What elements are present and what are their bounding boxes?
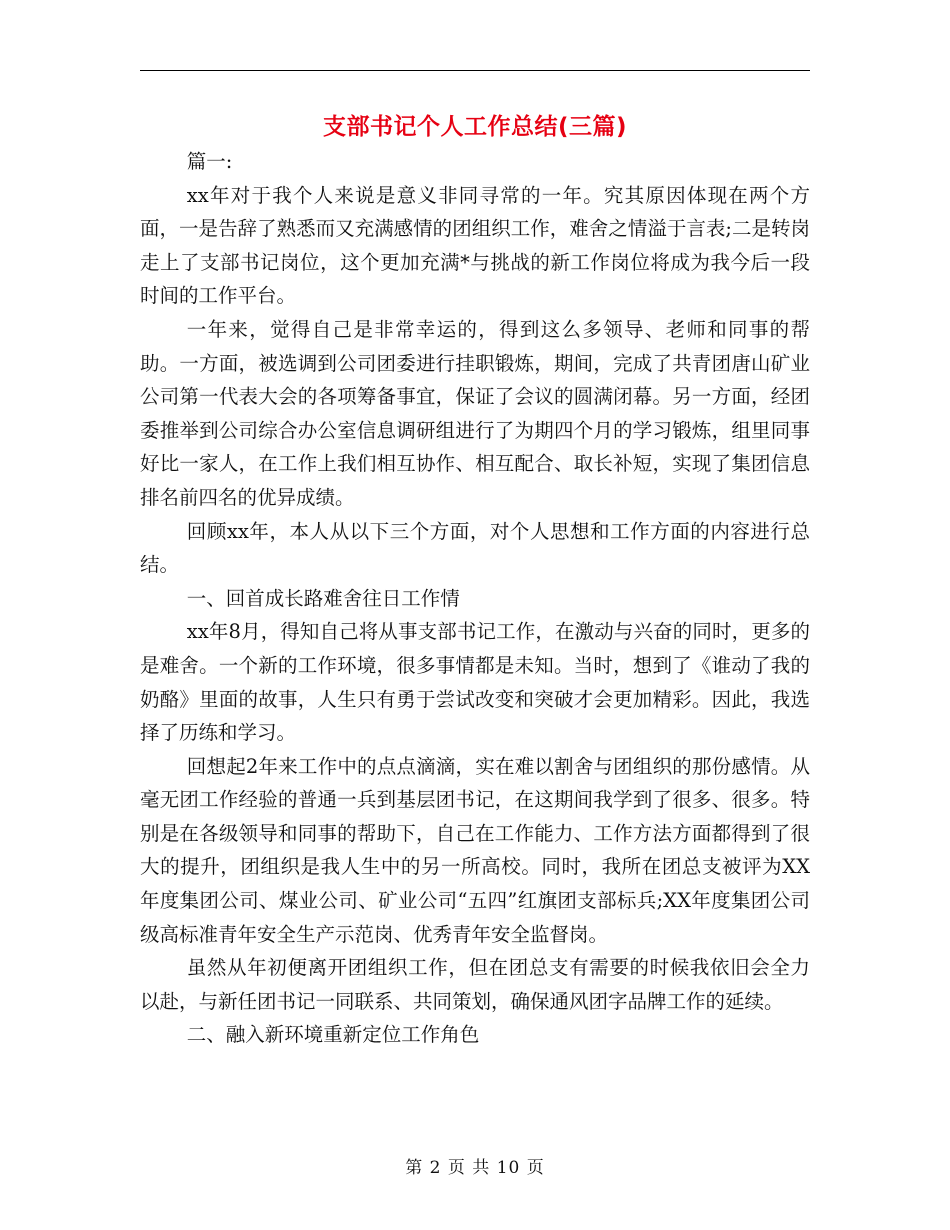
paragraph: 篇一: [186,150,233,173]
paragraph: 虽然从年初便离开团组织工作，但在团总支有需要的时候我依旧会全力以赴，与新任团书记一同联系、共同策划，确保通风团字品牌工作的延续。 [140,956,810,1013]
paragraph: 回顾xx年，本人从以下三个方面，对个人思想和工作方面的内容进行总结。 [140,519,810,577]
section-heading: 一、回首成长路难舍往日工作情 [186,586,460,610]
document-body [140,145,810,1052]
paragraph: xx年8月，得知自己将从事支部书记工作，在激动与兴奋的同时，更多的是难舍。一个新的工作环境，很多事情都是未知。当时，想到了《谁动了我的奶酪》里面的故事，人生只有勇于尝试改变和突破才会更加精彩。因此，我选择了历练和学习。 [140,620,810,745]
section-heading: 二、融入新环境重新定位工作角色 [186,1023,480,1047]
paragraph: 一年来，觉得自己是非常幸运的，得到这么多领导、老师和同事的帮助。一方面，被选调到公司团委进行挂职锻炼，期间，完成了共青团唐山矿业公司第一代表大会的各项筹备事宜，保证了会议的圆满闭幕。另一方面，经团委推举到公司综合办公室信息调研组进行了为期四个月的学习锻炼，组里同事好比一家人，在工作上我们相互协作、相互配合、取长补短，实现了集团信息排名前四名的优异成绩。 [140,317,810,509]
page-number: 第 2 页 共 10 页 [405,1158,545,1178]
document-title: 支部书记个人工作总结(三篇) [322,114,628,140]
paragraph: xx年对于我个人来说是意义非同寻常的一年。究其原因体现在两个方面，一是告辞了熟悉而又充满感情的团组织工作，难舍之情溢于言表;二是转岗走上了支部书记岗位，这个更加充满*与挑战的新工作岗位将成为我今后一段时间的工作平台。 [140,183,810,308]
paragraph: 回想起2年来工作中的点点滴滴，实在难以割舍与团组织的那份感情。从毫无团工作经验的普通一兵到基层团书记，在这期间我学到了很多、很多。特别是在各级领导和同事的帮助下，自己在工作能力、工作方法方面都得到了很大的提升，团组织是我人生中的另一所高校。同时，我所在团总支被评为XX年度集团公司、煤业公司、矿业公司“五四”红旗团支部标兵;XX年度集团公司级高标准青年安全生产示范岗、优秀青年安全监督岗。 [140,754,810,946]
header-rule [140,70,810,71]
